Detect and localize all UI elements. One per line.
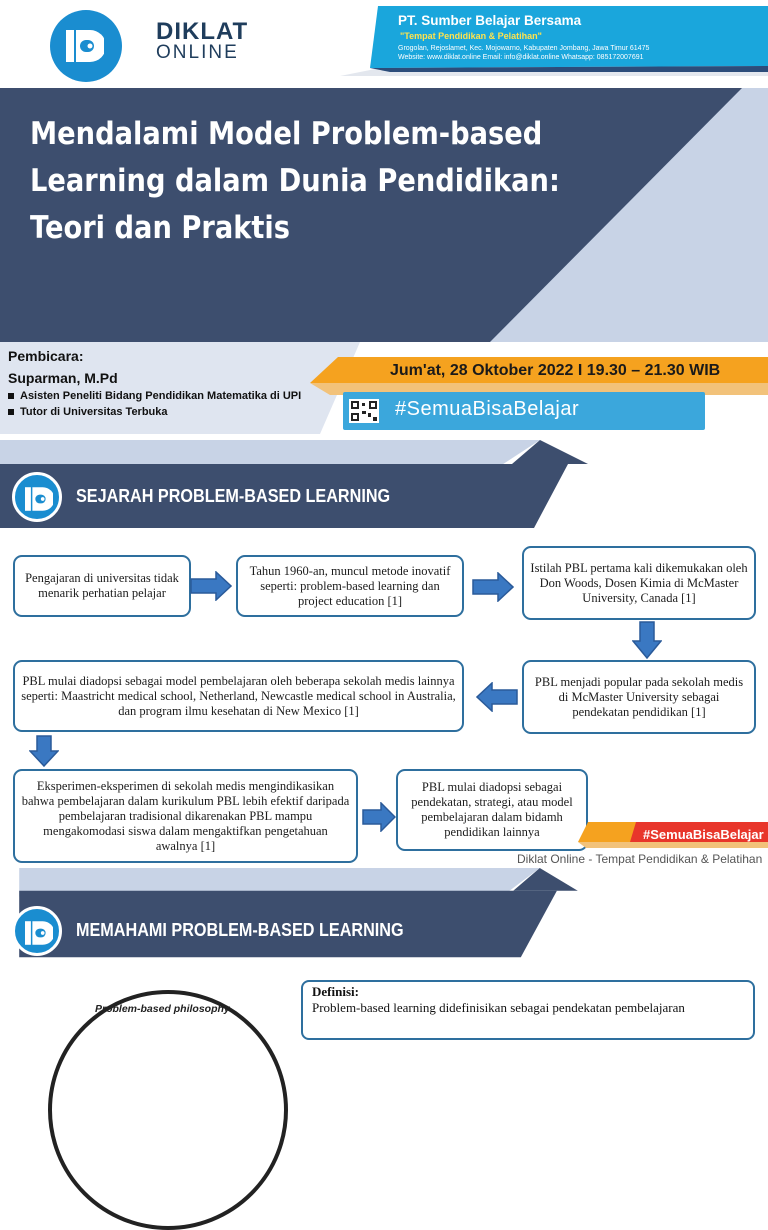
arrow-right-icon [190, 571, 232, 601]
arrow-down-icon [29, 735, 59, 767]
history-box-7: PBL mulai diadopsi sebagai pendekatan, strategi, atau model pembelajaran dalam bidamh pendidikan lainnya [396, 769, 588, 851]
definition-text: Problem-based learning didefinisikan sebagai pendekatan pembelajaran [312, 1000, 685, 1015]
history-box-1: Pengajaran di universitas tidak menarik perhatian pelajar [13, 555, 191, 617]
footer-hashtag: #SemuaBisaBelajar [643, 827, 764, 842]
section2-logo-icon [12, 906, 62, 956]
arrow-left-icon [476, 682, 518, 712]
section1-title: SEJARAH PROBLEM-BASED LEARNING [76, 486, 391, 506]
speaker-label: Pembicara: [8, 348, 84, 364]
brand-subname: ONLINE [156, 42, 239, 63]
title-line-1: Mendalami Model Problem-based [30, 116, 543, 152]
title-line-2: Learning dalam Dunia Pendidikan: [30, 163, 560, 199]
qr-code-icon [349, 399, 379, 423]
arrow-down-icon [632, 621, 662, 659]
history-box-5: PBL mulai diadopsi sebagai model pembelajaran oleh beberapa sekolah medis lainnya seperti: Maastricht medical school, Netherland, Newcastle medical school in Australia, dan program ilmu kesehatan di New Mexico [1] [13, 660, 464, 732]
company-contact: Website: www.diklat.online Email: info@diklat.online Whatsapp: 085172007691 [398, 54, 644, 61]
company-tagline: "Tempat Pendidikan & Pelatihan" [400, 31, 542, 41]
bullet-square-icon [8, 409, 14, 415]
speaker-role-2: Tutor di Universitas Terbuka [8, 406, 168, 418]
event-hashtag: #SemuaBisaBelajar [395, 398, 580, 420]
company-address: Grogolan, Rejoslamet, Kec. Mojowarno, Kabupaten Jombang, Jawa Timur 61475 [398, 45, 650, 52]
history-box-6: Eksperimen-eksperimen di sekolah medis mengindikasikan bahwa pembelajaran dalam kurikulum PBL lebih efektif daripada pembelajaran tradisional dikarenakan PBL mampu mengakomodasi siswa dalam mengaktifkan pengetahuan awalnya [1] [13, 769, 358, 863]
philosophy-label: Problem-based philosophy [95, 1003, 230, 1015]
event-date: Jum'at, 28 Oktober 2022 I 19.30 – 21.30 WIB [390, 362, 721, 379]
arrow-right-icon [472, 572, 514, 602]
philosophy-diagram [48, 990, 288, 1230]
bullet-square-icon [8, 393, 14, 399]
arrow-right-icon [362, 802, 396, 832]
section1-logo-icon [12, 472, 62, 522]
logo-d-icon [66, 30, 104, 62]
speaker-role-1: Asisten Peneliti Bidang Pendidikan Matematika di UPI [8, 390, 301, 402]
history-box-3: Istilah PBL pertama kali dikemukakan oleh Don Woods, Dosen Kimia di McMaster University, Canada [1] [522, 546, 756, 620]
footer-credit: Diklat Online - Tempat Pendidikan & Pelatihan [517, 852, 763, 866]
section2-header-background [0, 868, 768, 963]
company-name: PT. Sumber Belajar Bersama [398, 13, 582, 28]
speaker-name: Suparman, M.Pd [8, 370, 118, 386]
brand-name: DIKLAT [156, 18, 249, 45]
definition-label: Definisi: [312, 984, 359, 999]
history-box-2: Tahun 1960-an, muncul metode inovatif seperti: problem-based learning dan project education [1] [236, 555, 464, 617]
diklat-logo [50, 10, 122, 82]
history-box-4: PBL menjadi popular pada sekolah medis di McMaster University sebagai pendekatan pendidikan [1] [522, 660, 756, 734]
section2-title: MEMAHAMI PROBLEM-BASED LEARNING [76, 920, 404, 940]
title-line-3: Teori dan Praktis [30, 210, 291, 246]
